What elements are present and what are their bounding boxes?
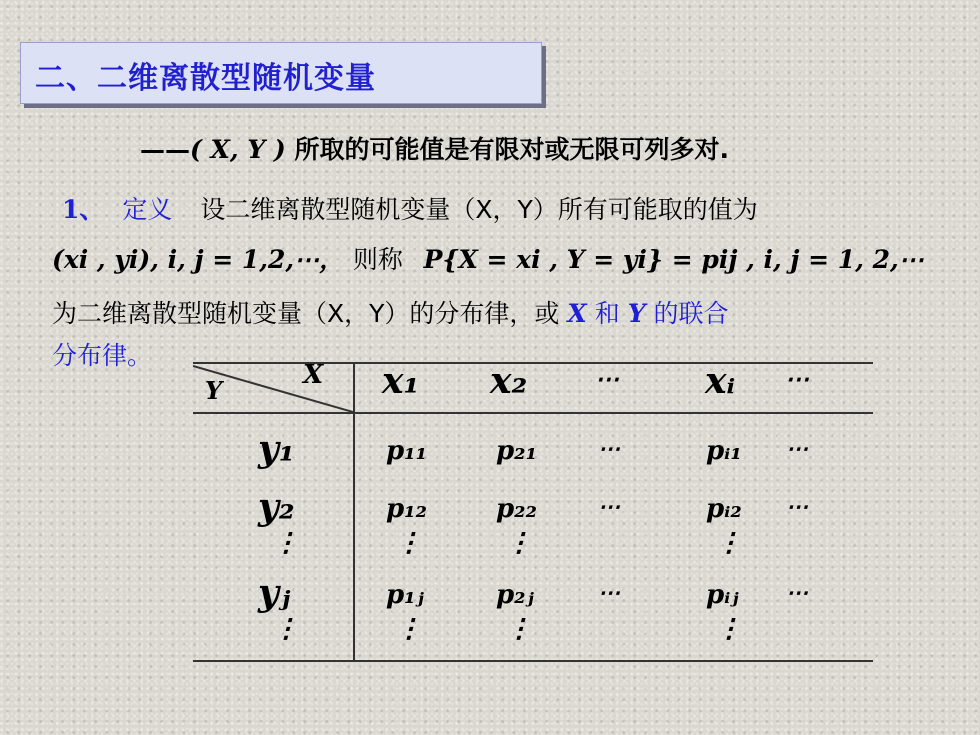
col-header-x2: x₂ bbox=[490, 360, 528, 402]
cell-ellipsis: ⋯ bbox=[786, 436, 808, 462]
vdots: ⋮ bbox=[716, 614, 742, 644]
cell-ellipsis: ⋯ bbox=[786, 494, 808, 520]
col-header-x1: x₁ bbox=[382, 360, 420, 402]
row-label-y1: y₁ bbox=[258, 428, 295, 470]
cell-p12: p₁₂ bbox=[386, 494, 427, 524]
cell-p1j: p₁ⱼ bbox=[386, 580, 424, 610]
formula-line bbox=[52, 240, 924, 276]
cell-pi1: pᵢ₁ bbox=[706, 436, 742, 466]
section-title: 二、二维离散型随机变量 bbox=[35, 61, 376, 96]
section-title-box bbox=[20, 42, 542, 104]
corner-y-label: Y bbox=[205, 376, 223, 405]
formula-values: (xi , yi), i, j = 1,2,⋯， bbox=[52, 245, 345, 274]
row-label-yj: yⱼ bbox=[258, 572, 291, 614]
definition-number: 1、 bbox=[62, 195, 105, 224]
col-header-ellipsis: ⋯ bbox=[595, 364, 619, 393]
row-label-y2: y₂ bbox=[258, 486, 295, 528]
cell-ellipsis: ⋯ bbox=[598, 436, 620, 462]
vdots: ⋮ bbox=[506, 528, 532, 558]
definition-text: 设二维离散型随机变量（X，Y）所有可能取的值为 bbox=[200, 195, 758, 224]
cell-ellipsis: ⋯ bbox=[598, 494, 620, 520]
law-text-joint: 的联合 bbox=[653, 299, 729, 328]
vdots: ⋮ bbox=[273, 528, 299, 558]
law-text-y: Y bbox=[627, 299, 646, 328]
formula-then: 则称 bbox=[352, 245, 403, 274]
cell-ellipsis: ⋯ bbox=[786, 580, 808, 606]
law-text-1: 为二维离散型随机变量（X，Y）的分布律，或 bbox=[52, 299, 560, 328]
vdots: ⋮ bbox=[273, 614, 299, 644]
table-header-rule bbox=[193, 412, 873, 414]
vdots: ⋮ bbox=[506, 614, 532, 644]
formula-law: P{X = xi , Y = yi} = pij , i, j = 1, 2,⋯ bbox=[423, 245, 924, 274]
vdots: ⋮ bbox=[396, 528, 422, 558]
subtitle-dash: —— bbox=[140, 135, 190, 164]
cell-p11: p₁₁ bbox=[386, 436, 427, 466]
col-header-xi: xᵢ bbox=[705, 360, 736, 402]
table-divider bbox=[353, 362, 355, 660]
cell-pi2: pᵢ₂ bbox=[706, 494, 742, 524]
definition-label: 定义 bbox=[122, 195, 173, 224]
cell-p22: p₂₂ bbox=[496, 494, 537, 524]
col-header-ellipsis-end: ⋯ bbox=[785, 364, 809, 393]
cell-pij: pᵢⱼ bbox=[706, 580, 739, 610]
subtitle-pair: ( X, Y ) bbox=[190, 135, 286, 164]
subtitle-line bbox=[140, 130, 729, 166]
cell-p2j: p₂ⱼ bbox=[496, 580, 534, 610]
cell-p21: p₂₁ bbox=[496, 436, 537, 466]
law-text-and: 和 bbox=[594, 299, 620, 328]
vdots: ⋮ bbox=[716, 528, 742, 558]
law-text-2: 分布律。 bbox=[52, 341, 153, 370]
law-text-x: X bbox=[567, 299, 587, 328]
law-line bbox=[52, 294, 729, 330]
vdots: ⋮ bbox=[396, 614, 422, 644]
table-bottom-rule bbox=[193, 660, 873, 662]
corner-x-label: X bbox=[303, 360, 324, 390]
subtitle-text: 所取的可能值是有限对或无限可列多对. bbox=[294, 135, 729, 164]
cell-ellipsis: ⋯ bbox=[598, 580, 620, 606]
definition-line bbox=[62, 190, 758, 226]
